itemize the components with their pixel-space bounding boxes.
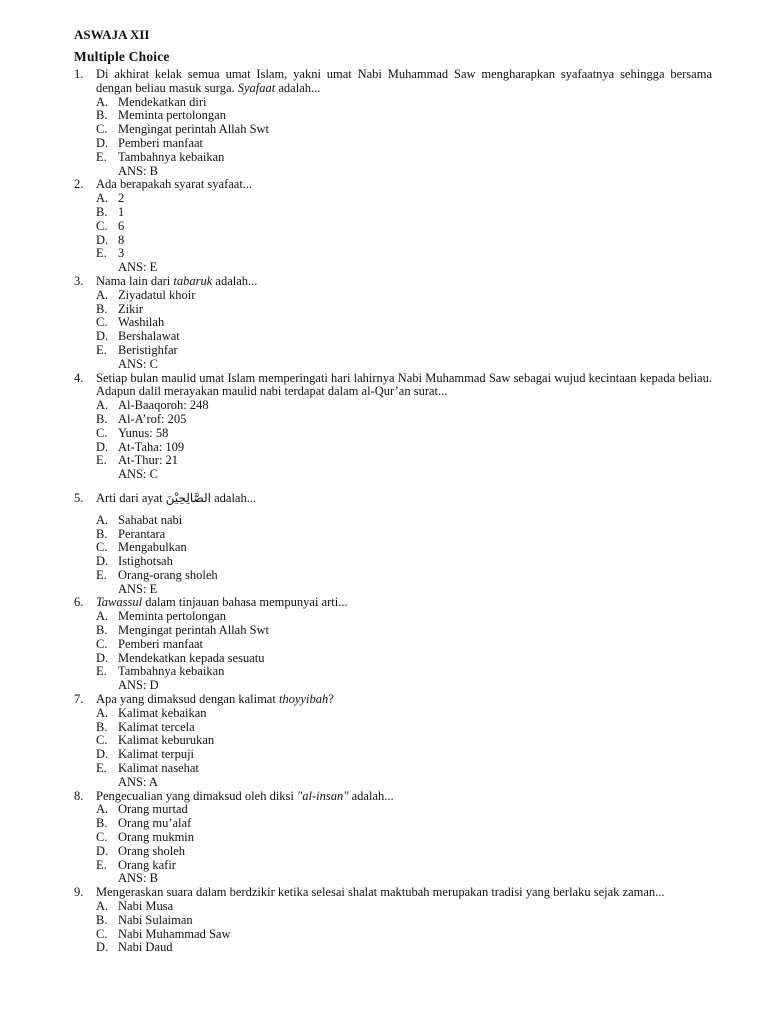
question-text: [96, 178, 712, 192]
answer-option: [96, 555, 712, 569]
option-text: Tambahnya kebaikan: [118, 664, 225, 679]
option-letter: B.: [96, 301, 108, 316]
question-text-after: adalah...: [275, 80, 321, 95]
option-letter: B.: [96, 623, 108, 638]
answer-option: [96, 151, 712, 165]
option-letter: B.: [96, 816, 108, 831]
option-text: Mengingat perintah Allah Swt: [118, 122, 270, 137]
question-stem: [74, 886, 712, 900]
option-letter: D.: [96, 554, 109, 569]
option-text: Orang mu’alaf: [118, 816, 192, 831]
option-text: Perantara: [118, 526, 166, 541]
option-text: At-Thur: 21: [118, 453, 179, 468]
question-text: [96, 596, 712, 610]
question-term: Syafaat: [237, 80, 276, 95]
option-letter: C.: [96, 636, 108, 651]
answer-option: [96, 137, 712, 151]
option-text: Beristighfar: [118, 342, 178, 357]
answer-option: [96, 762, 712, 776]
option-text: Mengingat perintah Allah Swt: [118, 623, 270, 638]
option-letter: C.: [96, 830, 108, 845]
option-letter: B.: [96, 411, 108, 426]
option-text: Al-Baaqoroh: 248: [118, 398, 209, 413]
option-text: Nabi Sulaiman: [118, 912, 193, 927]
option-letter: B.: [96, 719, 108, 734]
option-letter: C.: [96, 122, 108, 137]
answer-option: [96, 441, 712, 455]
option-text: Yunus: 58: [118, 425, 169, 440]
answer-option: [96, 514, 712, 528]
question-number: 3.: [74, 273, 84, 288]
question-text-before: Setiap bulan maulid umat Islam memperingati hari lahirnya Nabi Muhammad Saw sebagai wujud kecintaan kepada beliau. Adapun dalil merayakan maulid nabi terdapat dalam al-Qur’an surat...: [96, 370, 712, 399]
question-item: [74, 693, 712, 790]
option-letter: A.: [96, 191, 109, 206]
answer-option: [96, 734, 712, 748]
answer-option: [96, 413, 712, 427]
answer-key: ANS: B: [118, 871, 158, 886]
option-letter: C.: [96, 315, 108, 330]
question-term: "al-insan": [297, 788, 349, 803]
question-text-before: Nama lain dari: [96, 273, 174, 288]
answer-option: [96, 817, 712, 831]
option-text: Al-A’rof: 205: [118, 411, 187, 426]
option-letter: E.: [96, 246, 107, 261]
option-text: Kalimat nasehat: [118, 761, 199, 776]
question-term: thoyyibah: [278, 692, 329, 707]
answer-option: [96, 914, 712, 928]
option-text: Mengabulkan: [118, 540, 187, 555]
answer-key: ANS: B: [118, 163, 158, 178]
question-text-before: Arti dari ayat: [96, 490, 166, 505]
option-letter: D.: [96, 135, 109, 150]
question-item: [74, 790, 712, 887]
question-stem: [74, 693, 712, 707]
option-text: Pemberi manfaat: [118, 135, 204, 150]
option-list: [74, 96, 712, 165]
option-text: Nabi Musa: [118, 899, 174, 914]
answer-option: [96, 624, 712, 638]
option-letter: E.: [96, 453, 107, 468]
question-text-before: Di akhirat kelak semua umat Islam, yakni umat Nabi Muhammad Saw mengharapkan syafaatnya sehingga bersama dengan beliau masuk surga.: [96, 67, 712, 95]
answer-option: [96, 831, 712, 845]
option-letter: D.: [96, 329, 109, 344]
question-item: [74, 178, 712, 275]
question-number: 9.: [74, 885, 84, 900]
answer-option: [96, 528, 712, 542]
answer-option: [96, 748, 712, 762]
option-letter: C.: [96, 926, 108, 941]
option-list: [74, 707, 712, 776]
option-text: Bershalawat: [118, 329, 180, 344]
option-letter: B.: [96, 912, 108, 927]
question-text: [96, 68, 712, 96]
question-text-before: Pengecualian yang dimaksud oleh diksi: [96, 788, 298, 803]
option-text: Mendekatkan kepada sesuatu: [118, 650, 265, 665]
option-text: Orang sholeh: [118, 843, 185, 858]
option-letter: C.: [96, 218, 108, 233]
answer-option: [96, 928, 712, 942]
answer-option: [96, 247, 712, 261]
question-text-after: adalah...: [210, 490, 257, 505]
answer-key: ANS: E: [118, 581, 158, 596]
option-text: Kalimat keburukan: [118, 733, 215, 748]
option-letter: B.: [96, 108, 108, 123]
answer-option: [96, 303, 712, 317]
option-text: Sahabat nabi: [118, 512, 183, 527]
answer-key: ANS: C: [118, 356, 158, 371]
option-text: Orang murtad: [118, 802, 188, 817]
question-term: tabaruk: [173, 273, 213, 288]
question-item: [74, 68, 712, 178]
option-letter: A.: [96, 705, 109, 720]
question-stem: [74, 372, 712, 400]
answer-option: [96, 427, 712, 441]
question-number: 6.: [74, 595, 84, 610]
option-letter: B.: [96, 204, 108, 219]
question-number: 7.: [74, 692, 84, 707]
option-letter: E.: [96, 664, 107, 679]
answer-option: [96, 96, 712, 110]
question-term: Tawassul: [96, 595, 143, 610]
answer-key: ANS: A: [118, 774, 158, 789]
answer-option: [96, 123, 712, 137]
option-letter: E.: [96, 149, 107, 164]
option-letter: A.: [96, 802, 109, 817]
option-letter: A.: [96, 287, 109, 302]
option-text: 1: [118, 204, 125, 219]
question-text: [96, 372, 712, 400]
option-letter: E.: [96, 342, 107, 357]
option-letter: A.: [96, 94, 109, 109]
question-text: [96, 886, 712, 900]
question-text-after: adalah...: [348, 788, 394, 803]
option-letter: E.: [96, 857, 107, 872]
option-text: Orang mukmin: [118, 830, 195, 845]
question-item: [74, 886, 712, 955]
option-list: [74, 514, 712, 583]
option-letter: E.: [96, 567, 107, 582]
answer-option: [96, 344, 712, 358]
option-letter: A.: [96, 899, 109, 914]
option-letter: D.: [96, 747, 109, 762]
question-text: [96, 492, 712, 506]
answer-option: [96, 289, 712, 303]
option-text: Kalimat terpuji: [118, 747, 195, 762]
option-text: Pemberi manfaat: [118, 636, 204, 651]
option-text: 3: [118, 246, 125, 261]
answer-option: [96, 569, 712, 583]
option-text: Kalimat kebaikan: [118, 705, 207, 720]
option-text: 8: [118, 232, 125, 247]
option-list: [74, 192, 712, 261]
answer-option: [96, 192, 712, 206]
answer-option: [96, 803, 712, 817]
option-text: Mendekatkan diri: [118, 94, 207, 109]
option-letter: D.: [96, 439, 109, 454]
answer-option: [96, 941, 712, 955]
option-list: [74, 610, 712, 679]
option-letter: E.: [96, 761, 107, 776]
question-number: 2.: [74, 177, 84, 192]
question-text-after: adalah...: [212, 273, 258, 288]
arabic-phrase: الصَّالِحِيْنَ: [165, 490, 211, 505]
answer-option: [96, 206, 712, 220]
option-text: Orang-orang sholeh: [118, 567, 218, 582]
question-item: [74, 492, 712, 597]
option-letter: D.: [96, 232, 109, 247]
option-letter: D.: [96, 940, 109, 955]
option-text: Washilah: [118, 315, 165, 330]
question-item: [74, 372, 712, 482]
option-text: Meminta pertolongan: [118, 108, 226, 123]
question-stem: [74, 178, 712, 192]
answer-option: [96, 316, 712, 330]
question-stem: [74, 790, 712, 804]
answer-option: [96, 845, 712, 859]
question-item: [74, 275, 712, 372]
option-text: Istighotsah: [118, 554, 173, 569]
question-stem: [74, 68, 712, 96]
question-number: 1.: [74, 67, 84, 81]
option-text: Nabi Muhammad Saw: [118, 926, 231, 941]
option-text: At-Taha: 109: [118, 439, 185, 454]
option-letter: A.: [96, 512, 109, 527]
option-text: Zikir: [118, 301, 143, 316]
question-number: 5.: [74, 490, 84, 505]
option-letter: C.: [96, 425, 108, 440]
question-text-after: dalam tinjauan bahasa mempunyai arti...: [142, 595, 348, 610]
answer-key: ANS: D: [118, 678, 159, 693]
answer-key: ANS: C: [118, 467, 158, 482]
answer-option: [96, 234, 712, 248]
answer-key: ANS: E: [118, 260, 158, 275]
option-text: Kalimat tercela: [118, 719, 195, 734]
option-text: Orang kafir: [118, 857, 176, 872]
answer-option: [96, 721, 712, 735]
question-text-before: Ada berapakah syarat syafaat...: [96, 177, 253, 192]
answer-option: [96, 652, 712, 666]
question-number: 4.: [74, 370, 84, 385]
question-text-after: ?: [328, 692, 334, 707]
option-list: [74, 803, 712, 872]
option-list: [74, 399, 712, 468]
option-letter: D.: [96, 650, 109, 665]
question-text: [96, 693, 712, 707]
section-heading: Multiple Choice: [74, 49, 170, 64]
answer-option: [96, 859, 712, 873]
question-text-before: Mengeraskan suara dalam berdzikir ketika selesai shalat maktubah merupakan tradisi yang berlaku sejak zaman...: [96, 885, 665, 900]
answer-option: [96, 330, 712, 344]
option-letter: B.: [96, 526, 108, 541]
answer-option: [96, 454, 712, 468]
answer-option: [96, 610, 712, 624]
question-text: [96, 275, 712, 289]
question-text: [96, 790, 712, 804]
option-letter: A.: [96, 398, 109, 413]
answer-option: [96, 220, 712, 234]
question-number: 8.: [74, 788, 84, 803]
question-list: [74, 68, 712, 955]
option-text: Nabi Daud: [118, 940, 173, 955]
answer-option: [96, 638, 712, 652]
option-text: Meminta pertolongan: [118, 609, 226, 624]
question-stem: [74, 492, 712, 506]
answer-option: [96, 665, 712, 679]
option-list: [74, 289, 712, 358]
option-text: 6: [118, 218, 125, 233]
answer-option: [96, 541, 712, 555]
question-stem: [74, 275, 712, 289]
option-letter: A.: [96, 609, 109, 624]
option-letter: D.: [96, 843, 109, 858]
answer-option: [96, 399, 712, 413]
question-stem: [74, 596, 712, 610]
option-list: [74, 900, 712, 955]
answer-option: [96, 109, 712, 123]
option-text: Tambahnya kebaikan: [118, 149, 225, 164]
option-letter: C.: [96, 733, 108, 748]
answer-option: [96, 900, 712, 914]
question-item: [74, 596, 712, 693]
question-text-before: Apa yang dimaksud dengan kalimat: [96, 692, 279, 707]
option-text: Ziyadatul khoir: [118, 287, 196, 302]
option-letter: C.: [96, 540, 108, 555]
answer-option: [96, 707, 712, 721]
option-text: 2: [118, 191, 125, 206]
document-title: ASWAJA XII: [74, 27, 150, 42]
